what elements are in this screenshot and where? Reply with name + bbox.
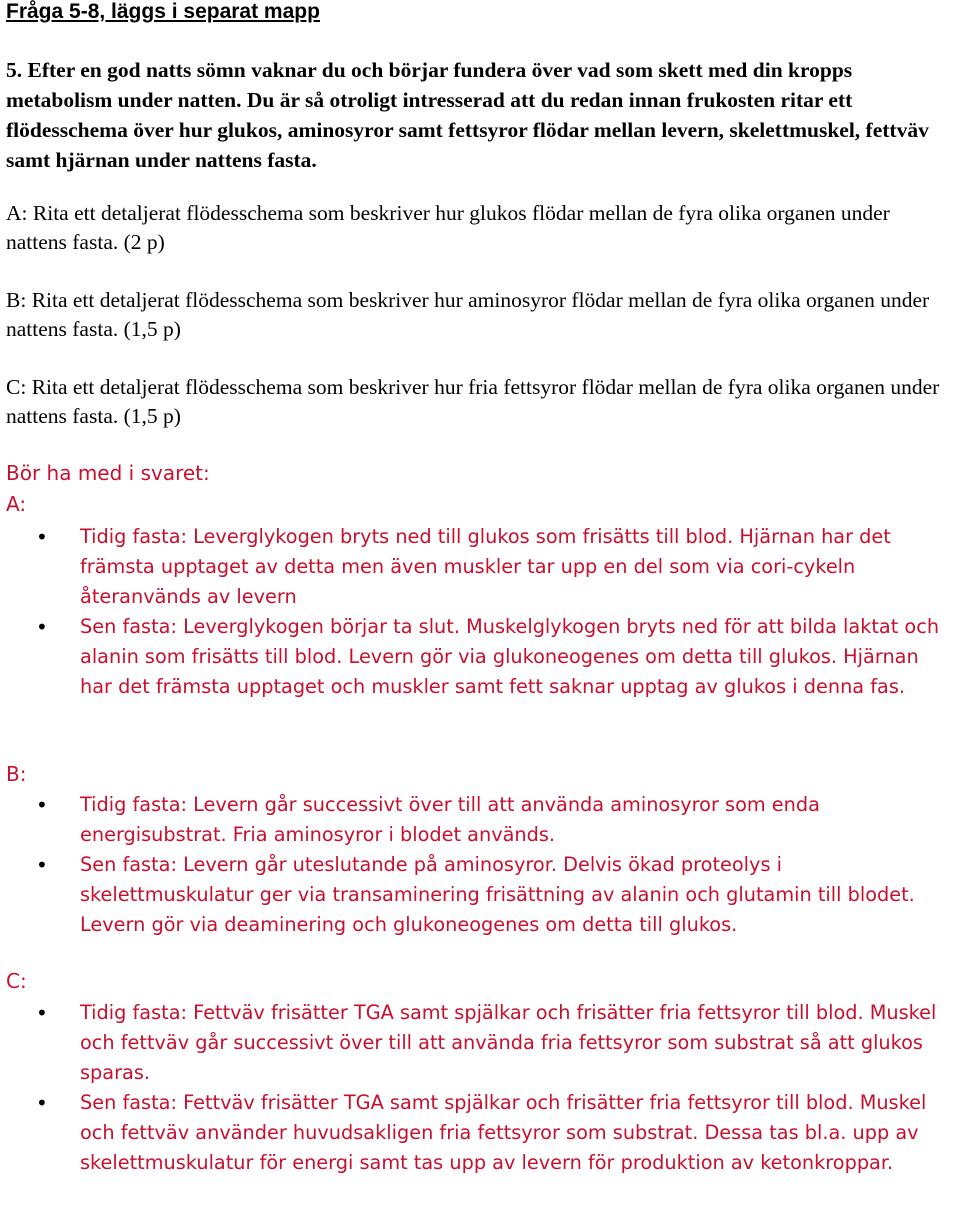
answer-list-c — [6, 998, 956, 1178]
list-item — [6, 1088, 956, 1178]
list-item-text: Tidig fasta: Levern går successivt över till att använda aminosyror som enda energisubstrat. Fria aminosyror i blodet används. — [80, 793, 820, 846]
list-item — [6, 790, 956, 850]
list-item — [6, 850, 956, 940]
bullet-icon: • — [36, 525, 48, 549]
list-item-text: Sen fasta: Fettväv frisätter TGA samt spjälkar och frisätter fria fettsyror till blod. Muskel och fettväv använder huvudsakligen fria fettsyror som substrat. Dessa tas bl.a. upp av skelettmuskulatur för energi samt tas upp av levern för produktion av ketonkroppar. — [80, 1091, 927, 1174]
answer-title: Bör ha med i svaret: — [6, 461, 210, 485]
list-item-text: Tidig fasta: Leverglykogen bryts ned till glukos som frisätts till blod. Hjärnan har det främsta upptaget av detta men även muskler tar upp en del som via cori-cykeln återanvänds av levern — [80, 525, 891, 608]
section-heading: Fråga 5-8, läggs i separat mapp — [6, 0, 320, 23]
list-item-text: Tidig fasta: Fettväv frisätter TGA samt spjälkar och frisätter fria fettsyror till blod. Muskel och fettväv går successivt över till att använda fria fettsyror som substrat så att glukos sparas. — [80, 1001, 937, 1084]
answer-label-a: A: — [6, 492, 27, 516]
answer-list-b — [6, 790, 956, 940]
bullet-icon: • — [36, 1091, 48, 1115]
list-item-text: Sen fasta: Levern går uteslutande på aminosyror. Delvis ökad proteolys i skelettmuskulatur ger via transaminering frisättning av alanin och glutamin till blodet. Levern gör via deaminering och glukoneogenes om detta till glukos. — [80, 853, 915, 936]
bullet-icon: • — [36, 615, 48, 639]
bullet-icon: • — [36, 853, 48, 877]
list-item — [6, 612, 956, 702]
question-a: A: Rita ett detaljerat flödesschema som beskriver hur glukos flödar mellan de fyra olika organen under nattens fasta. (2 p) — [6, 201, 890, 254]
answer-list-a — [6, 522, 956, 702]
answer-label-c: C: — [6, 969, 27, 993]
list-item — [6, 998, 956, 1088]
bullet-icon: • — [36, 793, 48, 817]
list-item — [6, 522, 956, 612]
question-intro: 5. Efter en god natts sömn vaknar du och börjar fundera över vad som skett med din kropps metabolism under natten. Du är så otroligt intresserad att du redan innan frukosten ritar ett flödesschema över hur glukos, aminosyror samt fettsyror flödar mellan levern, skelettmuskel, fettväv samt hjärnan under nattens fasta. — [6, 58, 929, 172]
list-item-text: Sen fasta: Leverglykogen börjar ta slut. Muskelglykogen bryts ned för att bilda laktat och alanin som frisätts till blod. Levern gör via glukoneogenes om detta till glukos. Hjärnan har det främsta upptaget och muskler samt fett saknar upptag av glukos i denna fas. — [80, 615, 940, 698]
question-c: C: Rita ett detaljerat flödesschema som beskriver hur fria fettsyror flödar mellan de fyra olika organen under nattens fasta. (1,5 p) — [6, 375, 940, 428]
bullet-icon: • — [36, 1001, 48, 1025]
question-b: B: Rita ett detaljerat flödesschema som beskriver hur aminosyror flödar mellan de fyra olika organen under nattens fasta. (1,5 p) — [6, 288, 930, 341]
answer-label-b: B: — [6, 762, 27, 786]
